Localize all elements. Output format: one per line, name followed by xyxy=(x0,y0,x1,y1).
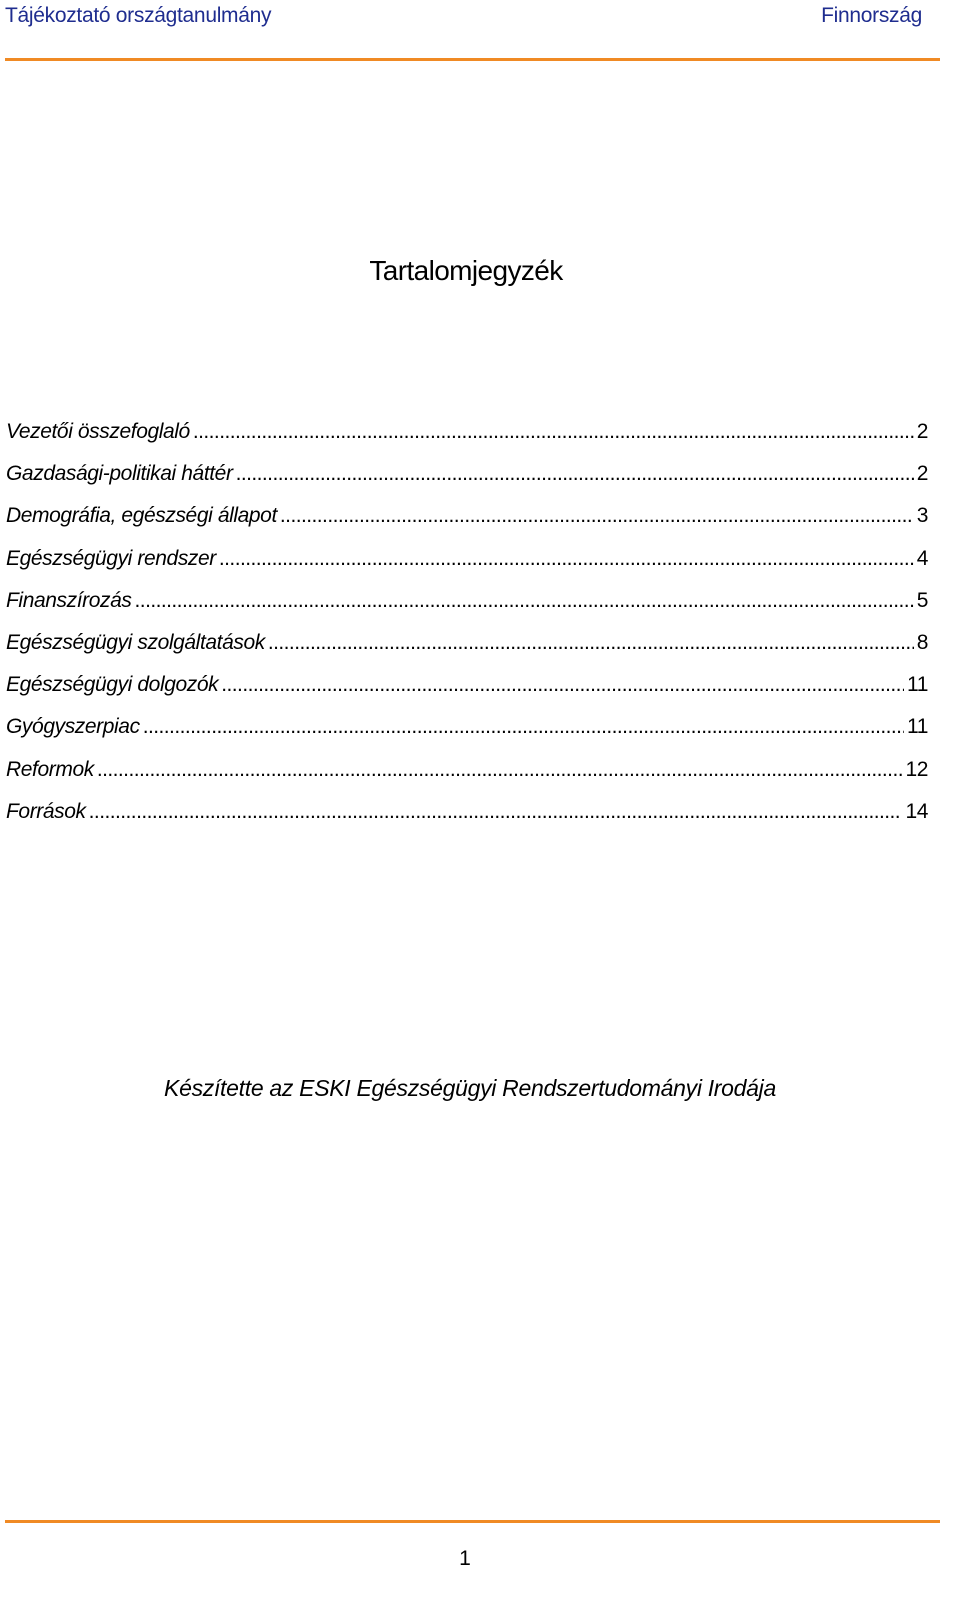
toc-dot-leader xyxy=(89,800,903,824)
header-document-title: Tájékoztató országtanulmány xyxy=(5,4,272,27)
toc-title: Tartalomjegyzék xyxy=(369,255,563,286)
toc-entry-demografia[interactable] xyxy=(6,504,928,546)
toc-dot-leader xyxy=(193,420,914,444)
toc-entry-page[interactable]: 5 xyxy=(916,588,928,612)
toc-entry-egeszsegugyi-dolgozok[interactable] xyxy=(6,673,928,715)
toc-entry-page[interactable]: 2 xyxy=(916,420,928,443)
toc-dot-leader xyxy=(221,673,904,697)
toc-entry-page[interactable]: 3 xyxy=(916,504,928,528)
toc-entry-label[interactable]: Gazdasági-politikai háttér xyxy=(6,462,233,486)
toc-entry-gazdasagi-politikai-hatter[interactable] xyxy=(6,462,928,504)
toc-entry-page[interactable]: 2 xyxy=(916,462,928,486)
toc-entry-label[interactable]: Demográfia, egészségi állapot xyxy=(6,504,277,528)
prepared-by-credit: Készítette az ESKI Egészségügyi Rendszertudományi Irodája xyxy=(164,1075,776,1101)
toc-entry-page[interactable]: 4 xyxy=(916,546,928,570)
toc-dot-leader xyxy=(97,758,903,782)
table-of-contents xyxy=(6,420,928,842)
page-number: 1 xyxy=(459,1547,471,1570)
toc-entry-label[interactable]: Gyógyszerpiac xyxy=(6,715,140,739)
toc-entry-page[interactable]: 8 xyxy=(916,630,928,654)
toc-entry-page[interactable]: 11 xyxy=(907,673,928,697)
page-header xyxy=(5,0,940,61)
toc-entry-label[interactable]: Egészségügyi szolgáltatások xyxy=(6,630,265,654)
header-country: Finnország xyxy=(821,4,922,27)
toc-entry-label[interactable]: Reformok xyxy=(6,757,94,781)
toc-entry-reformok[interactable] xyxy=(6,758,928,800)
toc-entry-label[interactable]: Finanszírozás xyxy=(6,588,132,612)
page-footer xyxy=(5,1520,940,1603)
toc-entry-forrasok[interactable] xyxy=(6,800,928,842)
toc-entry-gyogyszerpiac[interactable] xyxy=(6,715,928,757)
toc-dot-leader xyxy=(236,462,914,486)
toc-entry-egeszsegugyi-rendszer[interactable] xyxy=(6,547,928,589)
toc-entry-finanszirozas[interactable] xyxy=(6,589,928,631)
toc-entry-page[interactable]: 12 xyxy=(905,757,928,781)
toc-entry-label[interactable]: Egészségügyi dolgozók xyxy=(6,673,219,697)
toc-dot-leader xyxy=(143,715,904,739)
toc-entry-label[interactable]: Források xyxy=(6,799,86,823)
toc-dot-leader xyxy=(135,589,914,613)
toc-entry-label[interactable]: Egészségügyi rendszer xyxy=(6,546,216,570)
toc-entry-label[interactable]: Vezetői összefoglaló xyxy=(6,420,190,443)
toc-entry-vezetoi-osszefoglalo[interactable] xyxy=(6,420,928,462)
toc-entry-egeszsegugyi-szolgaltatasok[interactable] xyxy=(6,631,928,673)
toc-dot-leader xyxy=(280,504,914,528)
toc-dot-leader xyxy=(219,547,914,571)
toc-entry-page[interactable]: 11 xyxy=(907,715,928,739)
toc-dot-leader xyxy=(268,631,914,655)
toc-entry-page[interactable]: 14 xyxy=(905,799,928,823)
